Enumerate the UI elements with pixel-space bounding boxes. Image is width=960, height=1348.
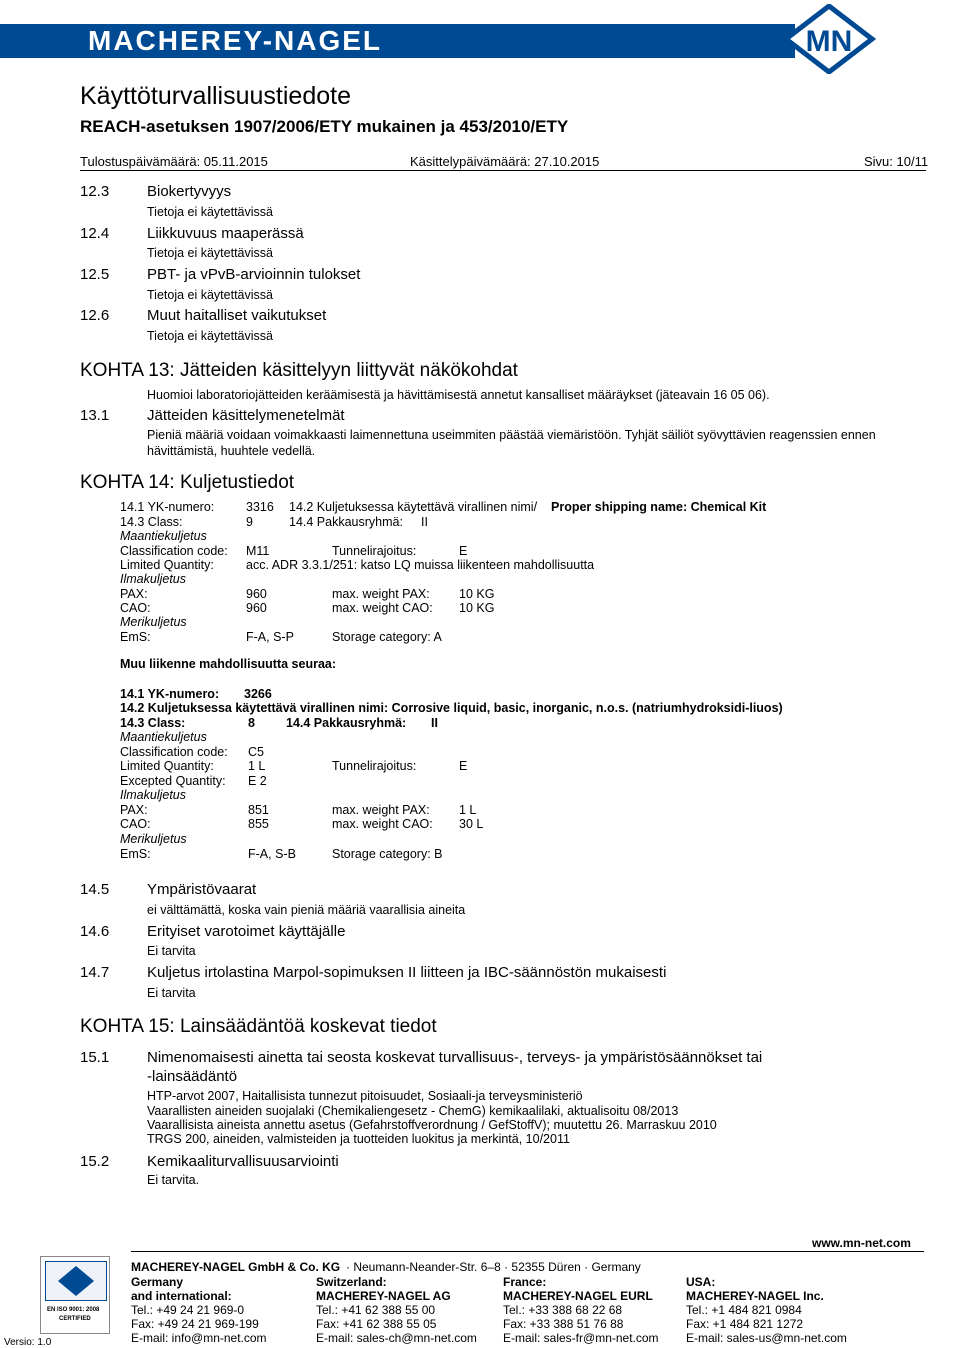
footer-fr-h2: MACHEREY-NAGEL EURL [503, 1289, 653, 1303]
s12-6-text: Tietoja ei käytettävissä [147, 329, 273, 343]
footer-ch-fax: Fax: +41 62 388 55 05 [316, 1317, 437, 1331]
s13-1-num: 13.1 [80, 407, 110, 424]
t2-pg-label: 14.4 Pakkausryhmä: [286, 716, 407, 730]
t1-cc-value: M11 [246, 544, 270, 558]
t2-cao-label: CAO: [120, 817, 151, 831]
footer-ch-h1: Switzerland: [316, 1275, 387, 1289]
t2-tunnel-label: Tunnelirajoitus: [332, 759, 417, 773]
t1-cao-value: 960 [246, 601, 267, 615]
t2-tunnel-value: E [459, 759, 468, 773]
footer-fr-tel: Tel.: +33 388 68 22 68 [503, 1303, 623, 1317]
s14-5-text: ei välttämättä, koska vain pieniä määriä vaarallisia aineita [147, 903, 466, 917]
brand-name: MACHEREY-NAGEL [88, 25, 383, 56]
t1-pax-value: 960 [246, 587, 267, 601]
logo-text: MN [805, 25, 853, 58]
footer-us-h1: USA: [686, 1275, 716, 1289]
t1-storage: Storage category: A [332, 630, 442, 644]
s12-4-text: Tietoja ei käytettävissä [147, 246, 273, 260]
s12-4-title: Liikkuvuus maaperässä [147, 225, 304, 242]
kohta13-note: Huomioi laboratoriojätteiden keräämisestä ja hävittämisestä annetut kansalliset määräykset (jäteavain 16 05 06). [147, 388, 770, 402]
s14-6-title: Erityiset varotoimet käyttäjälle [147, 923, 346, 940]
t1-cao-label: CAO: [120, 601, 151, 615]
kohta15-heading: KOHTA 15: Lainsäädäntöä koskevat tiedot [80, 1016, 437, 1037]
t2-eq-value: E 2 [248, 774, 267, 788]
footer-web: www.mn-net.com [812, 1236, 911, 1250]
footer-de-tel: Tel.: +49 24 21 969-0 [131, 1303, 245, 1317]
s12-5-text: Tietoja ei käytettävissä [147, 288, 273, 302]
t2-cao-w-value: 30 L [459, 817, 484, 831]
s12-5-num: 12.5 [80, 266, 110, 283]
t2-pax-value: 851 [248, 803, 269, 817]
t2-cao-value: 855 [248, 817, 269, 831]
other-transport-note: Muu liikenne mahdollisuutta seuraa: [120, 657, 337, 671]
s12-6-num: 12.6 [80, 307, 110, 324]
s15-2-title: Kemikaaliturvallisuusarviointi [147, 1153, 339, 1170]
t1-lq-value: acc. ADR 3.3.1/251: katso LQ muissa liikenteen mahdollisuutta [246, 558, 595, 572]
s15-2-num: 15.2 [80, 1153, 110, 1170]
cert-text-1: EN ISO 9001: 2008 [47, 1307, 100, 1313]
cert-text-2: CERTIFIED [59, 1316, 91, 1322]
t1-ems-label: EmS: [120, 630, 151, 644]
t2-storage: Storage category: B [332, 847, 443, 861]
t2-road: Maantiekuljetus [120, 730, 207, 744]
mn-logo [782, 4, 876, 74]
t1-sea: Merikuljetus [120, 615, 187, 629]
t2-lq-value: 1 L [248, 759, 266, 773]
t2-un-value: 3266 [244, 687, 272, 701]
document-title: Käyttöturvallisuustiedote [80, 82, 351, 110]
footer-fr-fax: Fax: +33 388 51 76 88 [503, 1317, 624, 1331]
processing-date: Käsittelypäivämäärä: 27.10.2015 [410, 154, 600, 169]
t2-sea: Merikuljetus [120, 832, 187, 846]
s14-5-title: Ympäristövaarat [147, 881, 257, 898]
cert-logo-icon [45, 1261, 107, 1301]
t1-class-label: 14.3 Class: [120, 515, 183, 529]
footer-us-h2: MACHEREY-NAGEL Inc. [686, 1289, 824, 1303]
s14-7-text: Ei tarvita [147, 986, 196, 1000]
footer-us-fax: Fax: +1 484 821 1272 [686, 1317, 804, 1331]
t1-pax-w-value: 10 KG [459, 587, 495, 601]
t1-un-label: 14.1 YK-numero: [120, 500, 215, 514]
t2-pax-w-label: max. weight PAX: [332, 803, 430, 817]
s15-1-line: Vaarallisten aineiden suojalaki (Chemikaliengesetz - ChemG) kemikaalilaki, aktualisoitu 08/2013 [147, 1104, 679, 1118]
s12-5-title: PBT- ja vPvB-arvioinnin tulokset [147, 266, 361, 283]
t2-ems-label: EmS: [120, 847, 151, 861]
s15-1-line: TRGS 200, aineiden, valmisteiden ja tuotteiden luokitus ja merkintä, 10/2011 [147, 1132, 570, 1146]
s13-1-title: Jätteiden käsittelymenetelmät [147, 407, 345, 424]
t1-name-value: Proper shipping name: Chemical Kit [551, 500, 767, 514]
s12-3-text: Tietoja ei käytettävissä [147, 205, 273, 219]
header-rule [80, 170, 926, 171]
t2-class-value: 8 [248, 716, 255, 730]
t2-un-label: 14.1 YK-numero: [120, 687, 220, 701]
s12-3-num: 12.3 [80, 183, 110, 200]
page-number: Sivu: 10/11 [864, 154, 929, 169]
t2-air: Ilmakuljetus [120, 788, 186, 802]
t1-name-label: 14.2 Kuljetuksessa käytettävä virallinen nimi/ [289, 500, 538, 514]
s15-1-title-2: -lainsäädäntö [147, 1068, 238, 1085]
t2-class-label: 14.3 Class: [120, 716, 186, 730]
s14-5-num: 14.5 [80, 881, 110, 898]
s15-1-line: HTP-arvot 2007, Haitallisista tunnezut pitoisuudet, Sosiaali-ja terveysministeriö [147, 1089, 583, 1103]
t1-cao-w-value: 10 KG [459, 601, 495, 615]
s14-7-title: Kuljetus irtolastina Marpol-sopimuksen II liitteen ja IBC-säännöstön mukaisesti [147, 964, 667, 981]
s13-1-text-2: hävittämistä, huuhtele vedellä. [147, 444, 316, 458]
t1-cao-w-label: max. weight CAO: [332, 601, 433, 615]
t1-tunnel-value: E [459, 544, 468, 558]
footer-fr-h1: France: [503, 1275, 547, 1289]
footer-de-mail: E-mail: info@mn-net.com [131, 1331, 267, 1345]
t1-cc-label: Classification code: [120, 544, 228, 558]
footer-de-fax: Fax: +49 24 21 969-199 [131, 1317, 259, 1331]
document-subtitle: REACH-asetuksen 1907/2006/ETY mukainen ja 453/2010/ETY [80, 117, 569, 136]
footer-de-h1: Germany [131, 1275, 184, 1289]
kohta14-heading: KOHTA 14: Kuljetustiedot [80, 472, 295, 493]
t1-road: Maantiekuljetus [120, 529, 207, 543]
t1-class-value: 9 [246, 515, 253, 529]
t2-cao-w-label: max. weight CAO: [332, 817, 433, 831]
footer-de-h2: and international: [131, 1289, 232, 1303]
s15-1-title-1: Nimenomaisesti ainetta tai seosta koskevat turvallisuus-, terveys- ja ympäristösäännökset tai [147, 1049, 763, 1066]
t2-cc-value: C5 [248, 745, 264, 759]
footer-us-tel: Tel.: +1 484 821 0984 [686, 1303, 802, 1317]
t2-name: 14.2 Kuljetuksessa käytettävä virallinen nimi: Corrosive liquid, basic, inorganic, n.o.s. (natriumhydroksidi-liuos) [120, 701, 783, 715]
s14-6-num: 14.6 [80, 923, 110, 940]
t1-tunnel-label: Tunnelirajoitus: [332, 544, 417, 558]
t2-pg-value: II [431, 716, 438, 730]
print-date: Tulostuspäivämäärä: 05.11.2015 [80, 154, 268, 169]
s15-2-text: Ei tarvita. [147, 1173, 200, 1187]
t1-air: Ilmakuljetus [120, 572, 186, 586]
s15-1-num: 15.1 [80, 1049, 110, 1066]
t2-eq-label: Excepted Quantity: [120, 774, 226, 788]
s12-3-title: Biokertyvyys [147, 183, 232, 200]
s15-1-line: Vaarallisista aineista annettu asetus (Gefahrstoffverordnung / GefStoffV); muutettu 26. Marraskuu 2010 [147, 1118, 717, 1132]
t1-pax-w-label: max. weight PAX: [332, 587, 430, 601]
t1-un-value: 3316 [246, 500, 274, 514]
footer-ch-mail: E-mail: sales-ch@mn-net.com [316, 1331, 477, 1345]
t2-lq-label: Limited Quantity: [120, 759, 214, 773]
t2-cc-label: Classification code: [120, 745, 228, 759]
s13-1-text-1: Pieniä määriä voidaan voimakkaasti laimennettuna useimmiten päästää viemäristöön. Tyhjät säiliöt syövyttävien reagenssien ennen [147, 428, 876, 442]
footer-fr-mail: E-mail: sales-fr@mn-net.com [503, 1331, 659, 1345]
s12-4-num: 12.4 [80, 225, 110, 242]
s14-7-num: 14.7 [80, 964, 110, 981]
t1-pg-label: 14.4 Pakkausryhmä: [289, 515, 403, 529]
footer-us-mail: E-mail: sales-us@mn-net.com [686, 1331, 847, 1345]
footer-address: · Neumann-Neander-Str. 6–8 · 52355 Düren · Germany [346, 1260, 641, 1274]
kohta13-heading: KOHTA 13: Jätteiden käsittelyyn liittyvät näkökohdat [80, 360, 518, 381]
t1-ems-value: F-A, S-P [246, 630, 294, 644]
version: Versio: 1.0 [4, 1337, 52, 1348]
footer-company: MACHEREY-NAGEL GmbH & Co. KG [131, 1260, 341, 1274]
footer-rule [131, 1251, 924, 1252]
s12-6-title: Muut haitalliset vaikutukset [147, 307, 327, 324]
t1-lq-label: Limited Quantity: [120, 558, 214, 572]
s14-6-text: Ei tarvita [147, 944, 196, 958]
t2-pax-w-value: 1 L [459, 803, 477, 817]
t1-pg-value: II [421, 515, 428, 529]
t2-pax-label: PAX: [120, 803, 148, 817]
certification-badge [40, 1256, 110, 1334]
t1-pax-label: PAX: [120, 587, 148, 601]
footer-ch-h2: MACHEREY-NAGEL AG [316, 1289, 451, 1303]
t2-ems-value: F-A, S-B [248, 847, 296, 861]
footer-ch-tel: Tel.: +41 62 388 55 00 [316, 1303, 436, 1317]
